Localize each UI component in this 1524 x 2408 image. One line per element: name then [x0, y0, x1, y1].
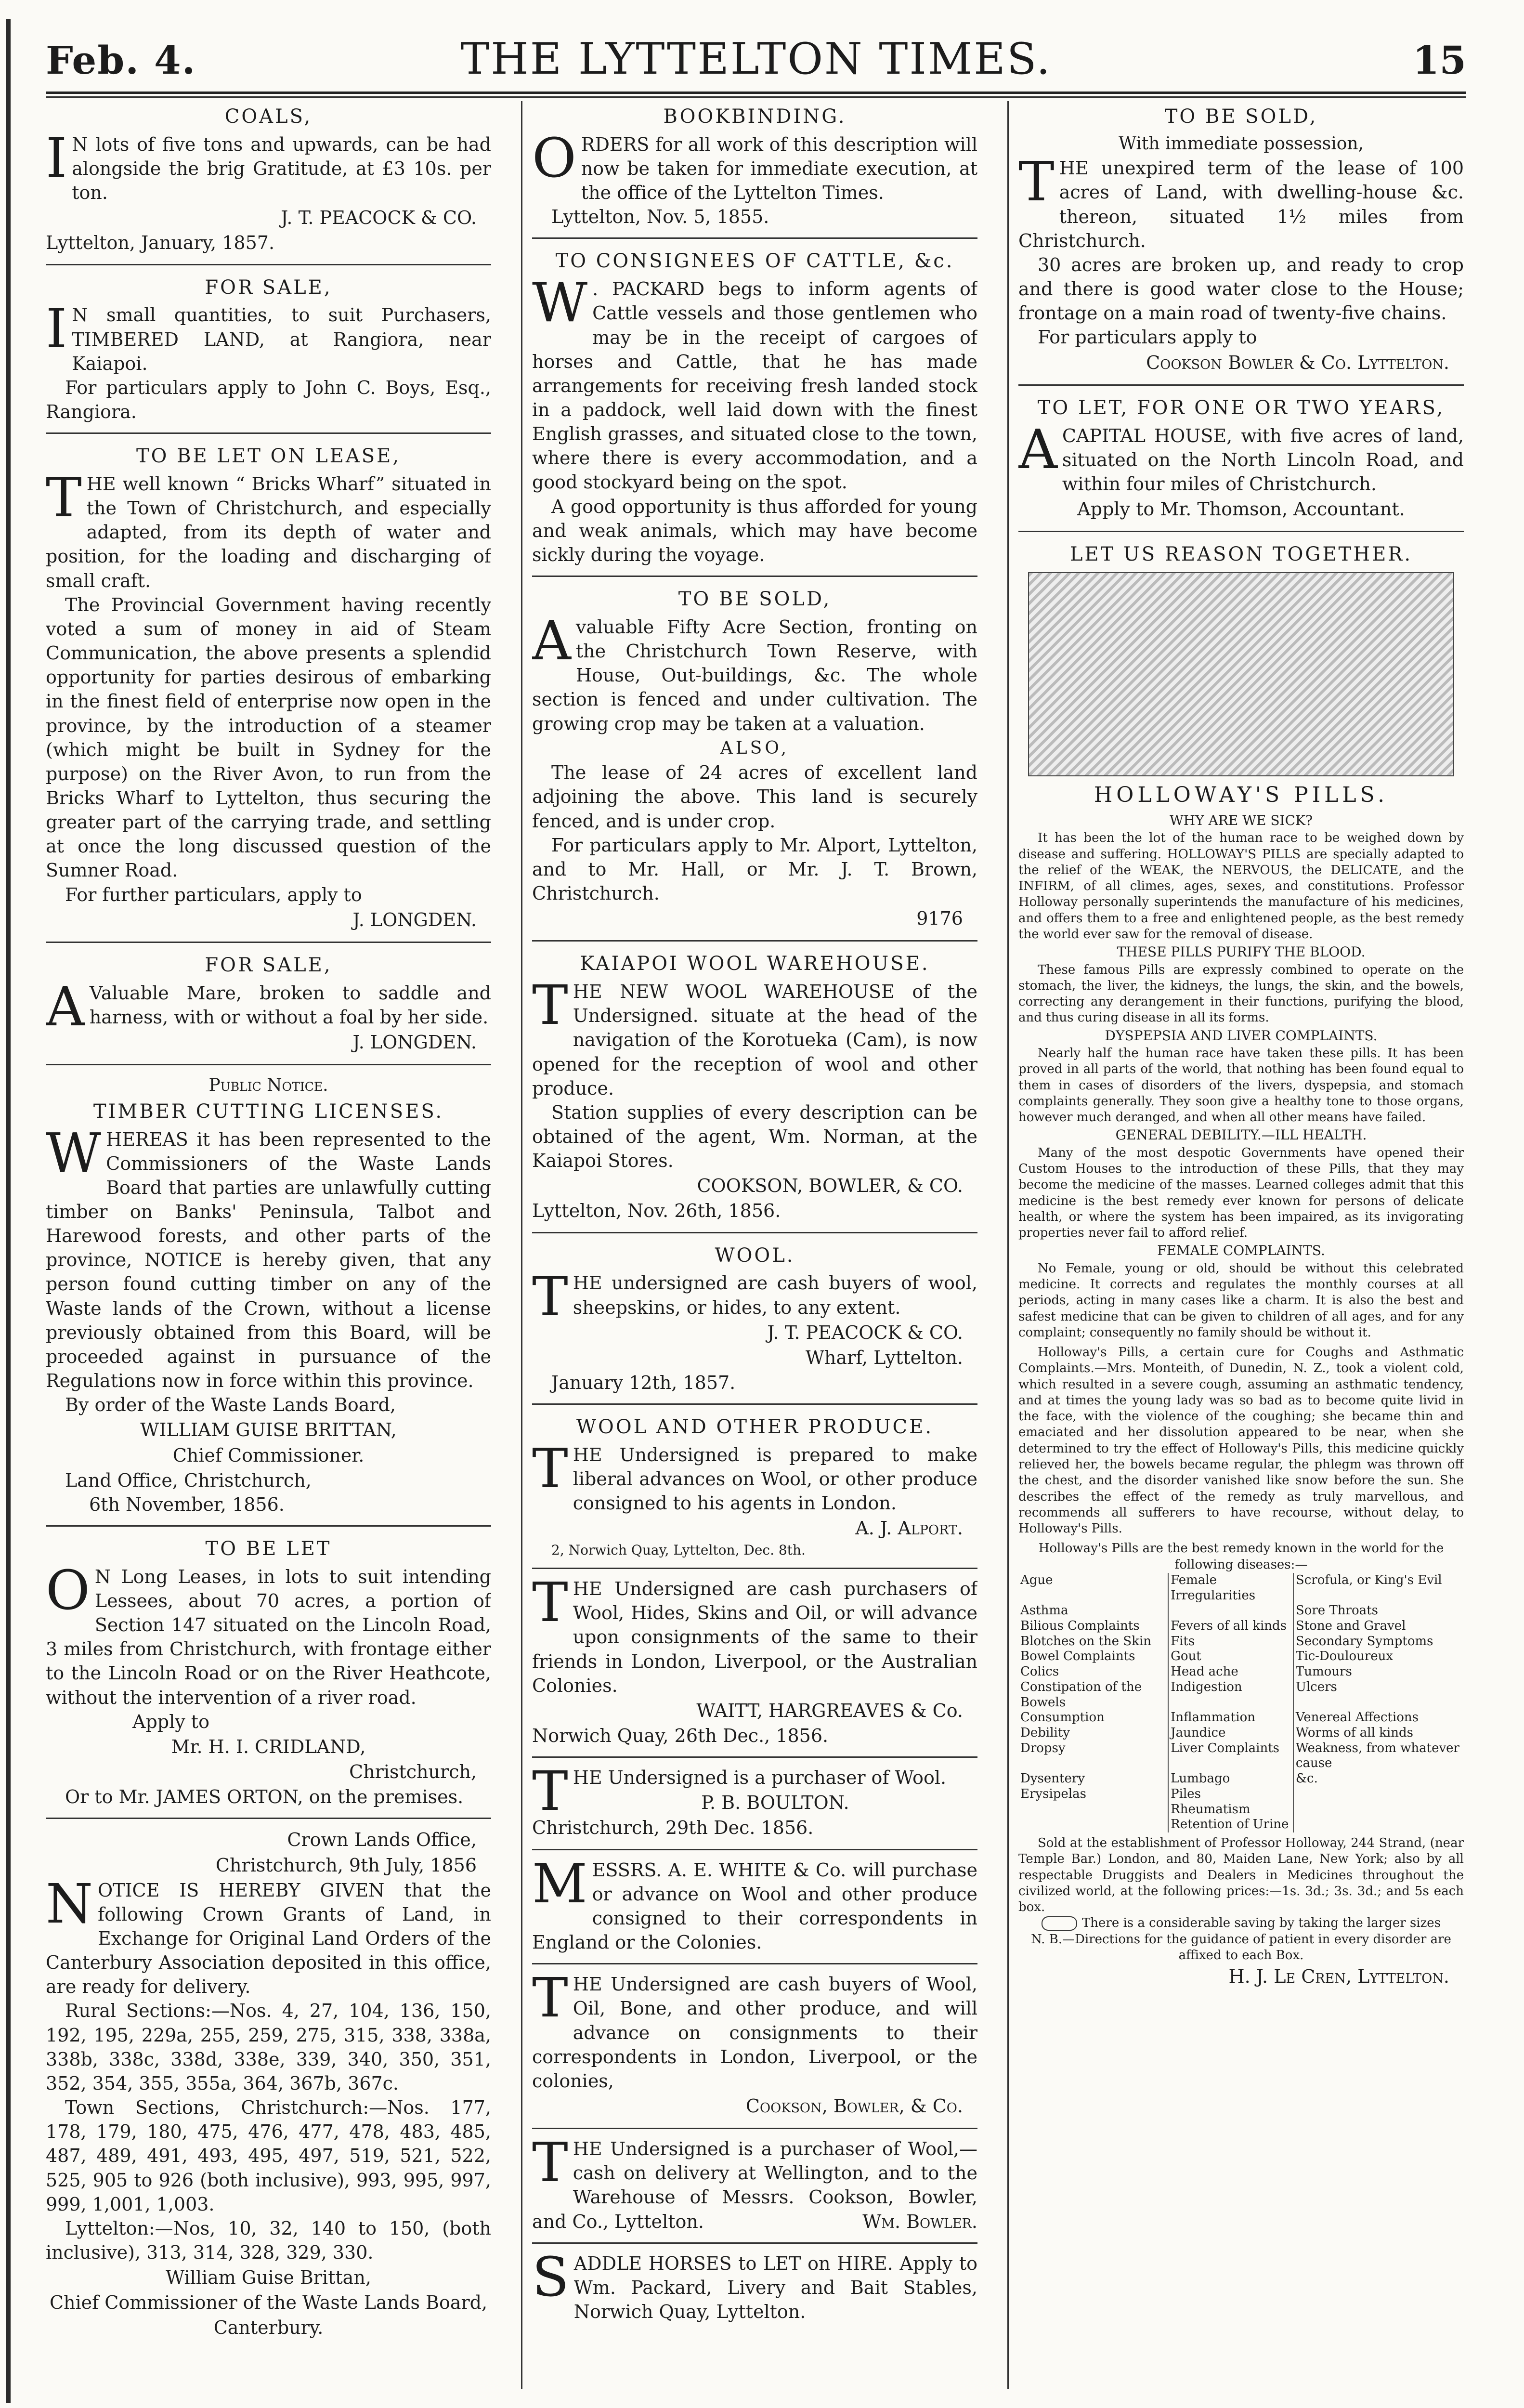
drop-cap: T	[532, 1571, 568, 1635]
masthead-rule	[46, 92, 1466, 94]
disease-cell: Tumours	[1293, 1664, 1464, 1680]
disease-cell: Sore Throats	[1293, 1603, 1464, 1619]
ad-body: N Long Leases, in lots to suit intending Lessees, about 70 acres, a portion of Section 147 situated on the Lincoln Road, 3 miles from Christchurch, with frontage either to the Lincoln Road or on the River Heathcote, without the intervention of a river road.	[46, 1566, 491, 1708]
ad-body: OTICE IS HEREBY GIVEN that the following Crown Grants of Land, in Exchange for Original Land Orders of the Canterbury Association deposited in this office, are ready for delivery.	[46, 1879, 491, 1998]
ad-body: . PACKARD begs to inform agents of Cattle vessels and those gentlemen who may be in the receipt of cargoes of horses and Cattle, that he has made arrangements for receiving fresh landed stock in a paddock, well laid down with the finest English grasses, and situated close to the town, where there is every accommodation, and a good stockyard being on the spot.	[532, 278, 977, 493]
disease-cell: Tic-Douloureux	[1293, 1649, 1464, 1664]
disease-cell	[1293, 1787, 1464, 1802]
ad-body-3: For further particulars, apply to	[65, 884, 362, 905]
ad-body: HE Undersigned is a purchaser of Wool,—cash on delivery at Wellington, and to the Warehouse of Messrs. Cookson, Bowler, and Co., Lyttelton.	[532, 2138, 977, 2232]
ad-signature: Mr. H. I. CRIDLAND,	[171, 1736, 366, 1757]
ad-signature: WAITT, HARGREAVES & Co.	[696, 1700, 963, 1721]
disease-cell: Retention of Urine	[1168, 1817, 1293, 1832]
disease-cell: Ulcers	[1293, 1680, 1464, 1710]
rural-sections: Rural Sections:—Nos. 4, 27, 104, 136, 150, 192, 195, 229a, 255, 259, 275, 315, 338, 338a, 338b, 338c, 338d, 338e, 339, 340, 350, 351, 352, 354, 355, 355a, 364, 367b, 367c.	[46, 2000, 491, 2094]
ad-date: 6th November, 1856.	[89, 1493, 285, 1515]
disease-row	[1018, 1619, 1464, 1634]
binding-edge	[6, 19, 11, 2403]
disease-cell: Bilious Complaints	[1020, 1619, 1140, 1634]
ad-heading: FOR SALE,	[205, 276, 332, 299]
drop-cap: O	[46, 1559, 90, 1622]
diseases-table	[1018, 1573, 1464, 1832]
ad-body: HE Undersigned are cash purchasers of Wool, Hides, Skins and Oil, or will advance upon consignments of the same to their friends in London, Liverpool, or the Australian Colonies.	[532, 1578, 977, 1696]
ad-signature-place: Christchurch,	[349, 1761, 477, 1783]
dyspepsia-text: Nearly half the human race have taken these pills. It has been proved in all parts of the world, that nothing has been found equal to them in cases of disorders of the livers, dyspepsia, and stomach complaints generally. They soon give a healthy tone to those organs, however much deranged, and when all other means have failed.	[1018, 1046, 1464, 1125]
ad-kicker: Public Notice.	[208, 1075, 328, 1096]
column-rule-1	[521, 101, 522, 2389]
ad-to-be-let	[46, 1533, 491, 1819]
purify-text: These famous Pills are expressly combined to operate on the stomach, the liver, the kidneys, the lungs, the skin, and the bowels, correcting any derangement in their functions, purifying the blood, and thus curing disease in all its forms.	[1018, 962, 1464, 1025]
drop-cap: W	[46, 1122, 102, 1185]
disease-cell: Lumbago	[1168, 1771, 1293, 1787]
drop-cap: T	[532, 1760, 568, 1823]
ad-body: HE undersigned are cash buyers of wool, sheepskins, or hides, to any extent.	[573, 1272, 977, 1318]
disease-cell: Secondary Symptoms	[1293, 1634, 1464, 1649]
ad-signature: J. T. PEACOCK & CO.	[281, 207, 477, 229]
ad-body: HE Undersigned is a purchaser of Wool.	[573, 1767, 947, 1789]
ad-saddle-horses	[532, 2246, 977, 2332]
ad-heading: BOOKBINDING.	[663, 105, 847, 128]
disease-row	[1018, 1573, 1464, 1603]
drop-cap: T	[532, 1266, 568, 1329]
ad-body: HE NEW WOOL WAREHOUSE of the Undersigned. situate at the head of the navigation of the Korotueka (Cam), is now opened for the reception of wool and other produce.	[532, 981, 977, 1099]
disease-cell: Fevers of all kinds	[1168, 1619, 1293, 1634]
ad-fifty-acre-section	[532, 584, 977, 942]
ad-cookson-bowler	[532, 1967, 977, 2129]
disease-row	[1018, 1802, 1464, 1818]
ad-body-3: For particulars apply to Mr. Alport, Lyttelton, and to Mr. Hall, or Mr. J. T. Brown, Christchurch.	[532, 834, 977, 904]
female-text: No Female, young or old, should be without this celebrated medicine. It corrects and regulates the monthly courses at all periods, acting in many cases like a charm. It is also the best and safest medicine that can be given to children of all ages, and for any complaint; consequently no family should be without it.	[1018, 1261, 1464, 1340]
ad-body-2: Station supplies of every description can be obtained of the agent, Wm. Norman, at the Kaiapoi Stores.	[532, 1101, 977, 1172]
disease-cell	[1018, 1817, 1168, 1832]
drop-cap: I	[46, 298, 67, 361]
town-sections: Town Sections, Christchurch:—Nos. 177, 178, 179, 180, 475, 476, 477, 478, 483, 485, 487, 489, 491, 493, 495, 497, 519, 521, 522, 525, 905 to 926 (both inclusive), 993, 995, 997, 999, 1,001, 1,003.	[46, 2097, 491, 2215]
disease-cell: Head ache	[1168, 1664, 1293, 1680]
ad-wool-produce	[532, 1412, 977, 1569]
ad-bookbinding	[532, 101, 977, 239]
masthead-rule-thin	[46, 96, 1466, 98]
column-1	[46, 101, 491, 2394]
ad-body: HE Undersigned is prepared to make liberal advances on Wool, or other produce consigned to his agents in London.	[573, 1444, 977, 1514]
ad-holloways-pills	[1018, 539, 1464, 1998]
ad-signature-title: Chief Commissioner of the Waste Lands Board,	[49, 2292, 488, 2314]
disease-cell: Jaundice	[1168, 1726, 1293, 1741]
masthead	[46, 34, 1466, 89]
column-3	[1018, 101, 1464, 2394]
ad-heading: TO BE SOLD,	[678, 588, 832, 611]
ad-heading: WOOL.	[715, 1244, 795, 1267]
disease-cell: Liver Complaints	[1168, 1741, 1293, 1771]
ad-body-2: A good opportunity is thus afforded for young and weak animals, which may have become sickly during the voyage.	[532, 496, 977, 565]
ad-white-co	[532, 1852, 977, 1965]
ad-signature: William Guise Brittan,	[166, 2267, 371, 2289]
disease-cell: Gout	[1168, 1649, 1293, 1664]
ad-timber-licenses	[46, 1072, 491, 1527]
sold-by-text: Sold at the establishment of Professor Holloway, 244 Strand, (near Temple Bar.) London, and 80, Maiden Lane, New York; also by all respectable Druggists and Dealers in Medicines throughout the civilized world, at the following prices:—1s. 3d.; 3s. 3d.; and 5s each box.	[1018, 1836, 1464, 1915]
drop-cap: I	[46, 127, 67, 190]
ad-signature: J. T. PEACOCK & CO.	[767, 1322, 963, 1343]
drop-cap: T	[1018, 151, 1055, 214]
ad-signature-title: Chief Commissioner.	[172, 1444, 365, 1466]
disease-row	[1018, 1710, 1464, 1726]
ad-heading: TO LET, FOR ONE OR TWO YEARS,	[1037, 396, 1445, 419]
ad-signature: J. LONGDEN.	[352, 1032, 477, 1053]
ad-body: CAPITAL HOUSE, with five acres of land, situated on the North Lincoln Road, and within four miles of Christchurch.	[1062, 425, 1464, 495]
disease-cell: Indigestion	[1168, 1680, 1293, 1710]
drop-cap: A	[532, 609, 571, 672]
disease-cell: Rheumatism	[1168, 1802, 1293, 1818]
ad-bowler	[532, 2132, 977, 2244]
ad-date: Lyttelton, January, 1857.	[46, 232, 275, 254]
drop-cap: T	[532, 1967, 568, 2030]
directions-note: N. B.—Directions for the guidance of patient in every disorder are affixed to each Box.	[1031, 1932, 1451, 1963]
intro-text: It has been the lot of the human race to be weighed down by disease and suffering. HOLLOWAY'S PILLS are specially adapted to the relief of the WEAK, the NERVOUS, the DELICATE, and the INFIRM, of all climes, ages, sexes, and constitutions. Professor Holloway personally superintends the manufacture of his medicines, and offers them to a free and enlightened people, as the best remedy the world ever saw for the removal of disease.	[1018, 831, 1464, 942]
ad-body: HEREAS it has been represented to the Commissioners of the Waste Lands Board that parties are unlawfully cutting timber on Banks' Peninsula, Talbot and Harewood forests, and other parts of the province, NOTICE is hereby given, that any person found cutting timber on any of the Waste lands of the Crown, without a license previously obtained from this Board, will be proceeded against in pursuance of the Regulations now in force within this province.	[46, 1128, 491, 1392]
disease-cell: Venereal Affections	[1293, 1710, 1464, 1726]
disease-cell: Dropsy	[1020, 1741, 1066, 1755]
ad-heading: TO BE LET ON LEASE,	[136, 445, 401, 468]
ad-location: Land Office, Christchurch,	[65, 1469, 312, 1491]
ad-heading: TO CONSIGNEES OF CATTLE, &c.	[555, 250, 954, 273]
testimonial-text: Holloway's Pills, a certain cure for Coughs and Asthmatic Complaints.—Mrs. Monteith, of Dunedin, N. Z., took a violent cold, which resulted in a severe cough, assuming an asthmatic tendency, and at times the young lady was so bad as to become quite livid in the face, with the violence of the coughing; she became thin and emaciated and her dissolution appeared to be near, when she determined to try the effect of Holloway's Pills, this medicine quickly relieved her, the bowels became regular, the phlegm was thrown off the chest, and the disorder vanished like snow before the sun. She describes the effect of the remedy as truly marvellous, and recommends all sufferers to have recourse, without delay, to Holloway's Pills.	[1018, 1345, 1464, 1536]
ad-body-2: The Provincial Government having recently voted a sum of money in aid of Steam Communication, the above presents a splendid opportunity for parties desirous of embarking in the finest field of enterprise now open in the province, by the introduction of a steamer (which might be built in Sydney for the purpose) on the River Avon, to run from the Bricks Wharf to Lyttelton, thus securing the greater part of the carrying trade, and settling at once the long discussed question of the Sumner Road.	[46, 594, 491, 881]
ad-capital-house	[1018, 393, 1464, 532]
ad-signature: Wm. Bowler.	[862, 2211, 977, 2232]
ad-date: Norwich Quay, 26th Dec., 1856.	[532, 1725, 829, 1746]
ad-consignees-cattle	[532, 246, 977, 577]
disease-row	[1018, 1787, 1464, 1802]
disease-cell: Debility	[1020, 1726, 1070, 1741]
ad-number: 9176	[916, 908, 963, 929]
ad-signature: COOKSON, BOWLER, & CO.	[697, 1175, 963, 1197]
ad-signature: J. LONGDEN.	[352, 909, 477, 930]
ad-apply: Apply to	[132, 1711, 209, 1732]
disease-cell	[1168, 1603, 1293, 1619]
disease-cell: Constipation of the Bowels	[1020, 1679, 1142, 1710]
disease-row	[1018, 1664, 1464, 1680]
disease-row	[1018, 1680, 1464, 1710]
subheading-purify: THESE PILLS PURIFY THE BLOOD.	[1117, 944, 1366, 960]
ad-body: Valuable Mare, broken to saddle and harness, with or without a foal by her side.	[89, 982, 491, 1028]
disease-cell: Stone and Gravel	[1293, 1619, 1464, 1634]
ad-heading: LET US REASON TOGETHER.	[1069, 543, 1413, 566]
ad-body: N small quantities, to suit Purchasers, TIMBERED LAND, at Rangiora, near Kaiapoi.	[72, 304, 491, 374]
diseases-intro: Holloway's Pills are the best remedy known in the world for the following diseases:—	[1038, 1541, 1444, 1572]
ad-mare	[46, 950, 491, 1065]
drop-cap: N	[46, 1872, 93, 1936]
disease-cell: Fits	[1168, 1634, 1293, 1649]
subheading-why: WHY ARE WE SICK?	[1170, 812, 1313, 829]
ad-signature-place: Wharf, Lyttelton.	[805, 1347, 963, 1368]
column-rule-2	[1007, 101, 1009, 2389]
disease-row	[1018, 1741, 1464, 1771]
ad-date: Christchurch, 29th Dec. 1856.	[532, 1817, 814, 1839]
column-2	[532, 101, 977, 2394]
disease-row	[1018, 1634, 1464, 1649]
disease-cell: Piles	[1168, 1787, 1293, 1802]
drop-cap: A	[1018, 418, 1057, 481]
drop-cap: M	[532, 1852, 587, 1915]
ad-body: ADDLE HORSES to LET on HIRE. Apply to Wm. Packard, Livery and Bait Stables, Norwich Quay, Lyttelton.	[573, 2252, 977, 2323]
ad-lease-100-acres	[1018, 101, 1464, 386]
ad-body-2: Or to Mr. JAMES ORTON, on the premises.	[65, 1786, 464, 1808]
ad-heading: KAIAPOI WOOL WAREHOUSE.	[580, 953, 930, 975]
disease-cell	[1293, 1802, 1464, 1818]
ad-body: HE unexpired term of the lease of 100 acres of Land, with dwelling-house &c. thereon, situated 1½ miles from Christchurch.	[1018, 157, 1464, 251]
ad-body-2: 30 acres are broken up, and ready to crop and there is good water close to the House; frontage on a main road of twenty-five chains.	[1018, 254, 1464, 324]
ad-date: Lyttelton, Nov. 26th, 1856.	[532, 1200, 781, 1222]
drop-cap: A	[46, 975, 85, 1038]
ad-body: N lots of five tons and upwards, can be had alongside the brig Gratitude, at £3 10s. per ton.	[72, 133, 491, 204]
ad-location: Crown Lands Office,	[287, 1829, 477, 1851]
ad-date: Lyttelton, Nov. 5, 1855.	[551, 206, 769, 228]
ad-subheading: With immediate possession,	[1118, 133, 1364, 154]
subheading-female: FEMALE COMPLAINTS.	[1157, 1243, 1325, 1259]
ad-address: 2, Norwich Quay, Lyttelton, Dec. 8th.	[551, 1542, 806, 1558]
ad-waitt-hargreaves	[532, 1571, 977, 1758]
disease-cell: Weakness, from whatever cause	[1293, 1741, 1464, 1771]
ad-signature: Cookson, Bowler, & Co.	[745, 2095, 963, 2117]
subheading-debility: GENERAL DEBILITY.—ILL HEALTH.	[1115, 1127, 1367, 1143]
debility-text: Many of the most despotic Governments have opened their Custom Houses to the introduction of these Pills, that they may become the medicine of the masses. Learned colleges admit that this medicine is the best remedy ever known for persons of delicate health, or where the system has been impaired, as its invigorating properties never fail to afford relief.	[1018, 1145, 1464, 1241]
ad-body: valuable Fifty Acre Section, fronting on the Christchurch Town Reserve, with House, Out-buildings, &c. The whole section is fenced and under cultivation. The growing crop may be taken at a valuation.	[532, 616, 977, 734]
paper-title: THE LYTTELTON TIMES.	[460, 34, 1052, 84]
disease-row	[1018, 1649, 1464, 1664]
disease-cell: Asthma	[1020, 1603, 1068, 1618]
ad-body-2: For particulars apply to John C. Boys, Esq., Rangiora.	[46, 377, 491, 422]
disease-cell: Ague	[1020, 1572, 1053, 1587]
engraving-illustration	[1028, 572, 1454, 776]
disease-cell: Consumption	[1020, 1710, 1105, 1725]
ad-body: RDERS for all work of this description will now be taken for immediate execution, at the office of the Lyttelton Times.	[581, 133, 977, 204]
ad-heading: FOR SALE,	[205, 954, 332, 976]
disease-cell: Dysentery	[1020, 1771, 1085, 1786]
ad-signature: Cookson Bowler & Co. Lyttelton.	[1146, 352, 1449, 373]
subheading-dyspepsia: DYSPEPSIA AND LIVER COMPLAINTS.	[1105, 1027, 1378, 1044]
ad-heading: TIMBER CUTTING LICENSES.	[93, 1100, 444, 1123]
page-number: 15	[1412, 38, 1466, 83]
drop-cap: S	[532, 2246, 569, 2309]
disease-cell: Bowel Complaints	[1020, 1649, 1135, 1664]
pointing-hand-icon	[1042, 1916, 1077, 1931]
ad-heading: TO BE LET	[205, 1538, 332, 1560]
agent-signature: H. J. Le Cren, Lyttelton.	[1228, 1966, 1449, 1988]
product-name: HOLLOWAY'S PILLS.	[1094, 782, 1389, 807]
disease-row	[1018, 1771, 1464, 1787]
disease-row	[1018, 1817, 1464, 1832]
disease-cell: Inflammation	[1168, 1710, 1293, 1726]
ad-body-2: The lease of 24 acres of excellent land adjoining the above. This land is securely fenced, and is under crop.	[532, 762, 977, 832]
ad-body: HE well known “ Bricks Wharf” situated in the Town of Christchurch, and especially adapted, from its depth of water and position, for the loading and discharging of small craft.	[46, 473, 491, 591]
ad-kaiapoi-warehouse	[532, 948, 977, 1233]
disease-cell	[1293, 1817, 1464, 1832]
ad-heading: TO BE SOLD,	[1164, 105, 1318, 128]
disease-cell: Erysipelas	[1020, 1786, 1086, 1801]
ad-bricks-wharf	[46, 441, 491, 943]
drop-cap: T	[46, 466, 82, 529]
ad-boulton	[532, 1760, 977, 1850]
disease-cell: &c.	[1293, 1771, 1464, 1787]
ad-body-2: By order of the Waste Lands Board,	[65, 1394, 396, 1416]
drop-cap: O	[532, 127, 576, 190]
ad-crown-grants	[46, 1826, 491, 2349]
disease-cell: Blotches on the Skin	[1020, 1634, 1151, 1649]
ad-signature: A. J. Alport.	[855, 1518, 963, 1539]
disease-cell: Colics	[1020, 1664, 1059, 1679]
drop-cap: T	[532, 974, 568, 1037]
drop-cap: W	[532, 272, 588, 335]
disease-cell	[1018, 1802, 1168, 1818]
ad-also: ALSO,	[720, 738, 790, 758]
ad-heading: COALS,	[224, 105, 313, 128]
ad-body: ESSRS. A. E. WHITE & Co. will purchase or advance on Wool and other produce consigned to their correspondents in England or the Colonies.	[532, 1859, 977, 1953]
ad-wool	[532, 1240, 977, 1405]
issue-date: Feb. 4.	[46, 38, 196, 83]
ad-body-3: For particulars apply to	[1038, 327, 1257, 348]
ad-signature: WILLIAM GUISE BRITTAN,	[140, 1419, 397, 1441]
ad-body-2: Apply to Mr. Thomson, Accountant.	[1077, 498, 1405, 520]
disease-cell: Scrofula, or King's Evil	[1293, 1573, 1464, 1603]
ad-body: HE Undersigned are cash buyers of Wool, Oil, Bone, and other produce, and will advance on consignments to their correspondents in London, Liverpool, or the colonies,	[532, 1974, 977, 2092]
saving-note: There is a considerable saving by taking the larger sizes	[1081, 1916, 1441, 1931]
ad-coals	[46, 101, 491, 265]
ad-date: Christchurch, 9th July, 1856	[215, 1854, 477, 1876]
disease-row	[1018, 1726, 1464, 1741]
drop-cap: T	[532, 1438, 568, 1501]
disease-cell: Female Irregularities	[1168, 1573, 1293, 1603]
lyttelton-sections: Lyttelton:—Nos, 10, 32, 140 to 150, (both inclusive), 313, 314, 328, 329, 330.	[46, 2217, 491, 2264]
drop-cap: T	[532, 2132, 568, 2195]
ad-timbered-land	[46, 272, 491, 434]
disease-row	[1018, 1603, 1464, 1619]
disease-cell: Worms of all kinds	[1293, 1726, 1464, 1741]
ad-heading: WOOL AND OTHER PRODUCE.	[576, 1416, 934, 1439]
ad-date: January 12th, 1857.	[551, 1372, 736, 1394]
ad-signature: P. B. BOULTON.	[701, 1792, 849, 1814]
ad-signature-place: Canterbury.	[213, 2317, 324, 2339]
